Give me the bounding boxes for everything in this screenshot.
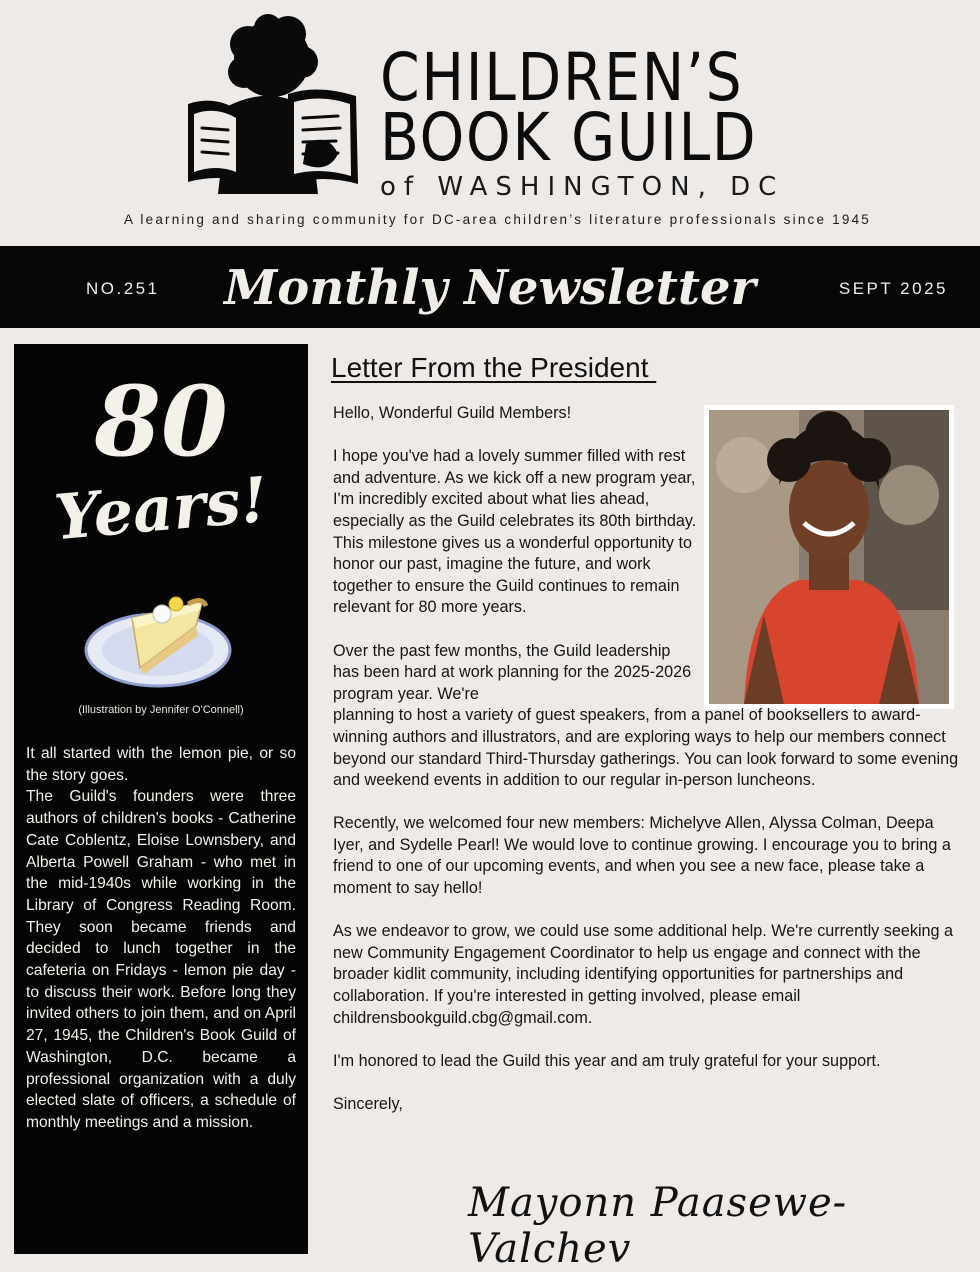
issue-date: SEPT 2025 <box>838 279 948 298</box>
president-letter <box>333 403 965 1137</box>
letter-paragraph: Over the past few months, the Guild leadership has been hard at work planning for the 2025-2026 program year. We're <box>333 641 692 703</box>
guild-history-story <box>26 743 296 1134</box>
anniversary-number: 80 <box>94 365 228 478</box>
letter-paragraph: I hope you've had a lovely summer filled with rest and adventure. As we kick off a new program year, I'm incredibly excited about what lies ahead, especially as the Guild celebrates its 80th birthday. This milestone gives us a wonderful opportunity to honor our past, imagine the future, and work together to ensure the Guild continues to remain relevant for 80 more years. <box>333 447 697 617</box>
anniversary-years: Years! <box>51 462 271 555</box>
child-reading-silhouette-icon <box>188 14 368 199</box>
organization-name <box>380 39 800 202</box>
anniversary-sidebar <box>14 344 308 1254</box>
tagline: A learning and sharing community for DC-area children’s literature professionals since 1945 <box>124 212 871 227</box>
newsletter-banner <box>0 246 980 328</box>
letter-paragraph: Recently, we welcomed four new members: Michelyve Allen, Alyssa Colman, Deepa Iyer, and Sydelle Pearl! We would love to continue growing. I encourage you to bring a friend to one of our upcoming events, and when you see a new face, please take a moment to say hello! <box>333 814 951 898</box>
letter-paragraph: As we endeavor to grow, we could use some additional help. We're currently seeking a new Community Engagement Coordinator to help us engage and connect with the broader kidlit community, including identifying opportunities for partnerships and collaboration. If you're interested in getting involved, please email childrensbookguild.cbg@gmail.com. <box>333 922 954 1027</box>
illustration-credit: (Illustration by Jennifer O'Connell) <box>78 704 244 716</box>
story-paragraph: It all started with the lemon pie, or so the story goes. <box>26 745 296 784</box>
lemon-pie-icon <box>80 574 240 694</box>
org-name-line2: BOOK GUILD <box>380 99 758 176</box>
letter-heading: Letter From the President <box>331 352 657 383</box>
letter-paragraph: I'm honored to lead the Guild this year and am truly grateful for your support. <box>333 1051 881 1070</box>
letter-greeting: Hello, Wonderful Guild Members! <box>333 404 572 422</box>
newsletter-title: Monthly Newsletter <box>224 260 756 316</box>
org-name-line3: of WASHINGTON, DC <box>380 172 785 202</box>
president-signature: Mayonn Paasewe-Valchev <box>468 1180 848 1272</box>
org-name-line1: CHILDREN’S <box>380 39 744 116</box>
issue-number: NO.251 <box>86 279 160 298</box>
story-paragraph: The Guild's founders were three authors of children's books - Catherine Cate Coblentz, Eloise Lownsbery, and Alberta Powell Graham - who met in the mid-1940s while working in the Library of Congress Reading Room. They soon became friends and decided to lunch together in the cafeteria on Fridays - lemon pie day - to discuss their work. Before long they invited others to join them, and on April 27, 1945, the Children's Book Guild of Washington, D.C. became a professional organization with a duly elected slate of officers, a schedule of monthly meetings and a mission. <box>26 788 296 1131</box>
letter-closing: Sincerely, <box>333 1095 403 1113</box>
letter-paragraph: planning to host a variety of guest speakers, from a panel of booksellers to award-winning authors and illustrators, and are exploring ways to help our members connect beyond our standard Third-Thursday gatherings. You can look forward to some evening and weekend events in addition to our regular in-person luncheons. <box>333 706 959 790</box>
